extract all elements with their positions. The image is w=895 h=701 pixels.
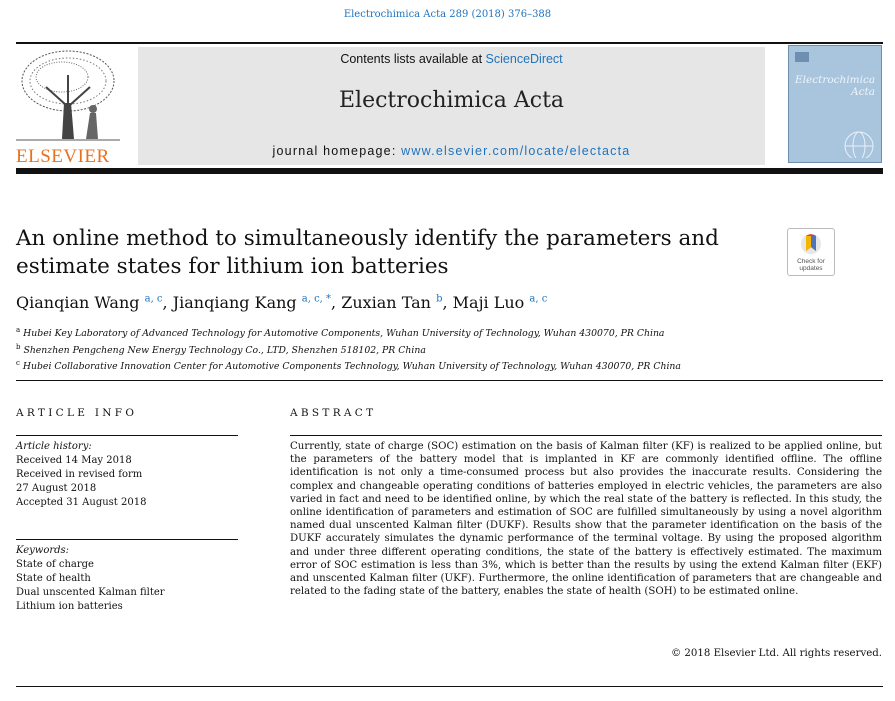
journal-citation[interactable]: Electrochimica Acta 289 (2018) 376–388 — [343, 9, 552, 20]
author[interactable]: Qianqian Wang $^{a, c}$ — [16, 293, 163, 312]
abstract-text: Currently, state of charge (SOC) estimation on the basis of Kalman filter (KF) is realized to be applied online, but the parameters of the battery model that is implanted in KF are commonly identified offline. The offline identification is not only a time-consumed process but also provides the inaccurate results. Considering the complex and changeable operating conditions of batteries employed in electric vehicles, the parameters are also varied in fact and need to be identified online, by which the real state of the battery is reflected. In this study, the online identification of parameters and estimation of SOC are fulfilled simultaneously by using a novel algorithm named dual unscented Kalman filter (DUKF). Results show that the parameter identification on the basis of the DUKF accurately simulates the dynamic performance of the terminal voltage. By using the proposed algorithm and under three different operating conditions, the state of the battery is effectively estimated. The maximum error of SOC estimation is less than 3%, which is better than the results by using the extend Kalman filter (EKF) and unscented Kalman filter (UKF). Furthermore, the online identification of parameters that are changeable and related to the fading state of the battery, enables the state of health (SOH) to be estimated online. — [290, 441, 882, 598]
bottom-rule — [16, 686, 883, 687]
history-label: Article history: — [16, 441, 92, 452]
article-info-heading: ARTICLE INFO — [16, 407, 138, 419]
check-updates-label: Check for updates — [797, 258, 825, 272]
sciencedirect-link[interactable]: ScienceDirect — [485, 52, 563, 66]
cover-title: Electrochimica Acta — [795, 74, 876, 98]
copyright-notice: © 2018 Elsevier Ltd. All rights reserved. — [670, 648, 882, 659]
cover-logo-icon — [795, 52, 809, 62]
abstract-rule — [290, 435, 882, 436]
banner-bottom-rule — [16, 168, 883, 174]
keyword: State of health — [16, 573, 91, 584]
author[interactable]: Maji Luo $^{a, c}$ — [452, 293, 548, 312]
author-affiliation-mark: a, c, * — [301, 293, 332, 305]
abstract-heading: ABSTRACT — [290, 407, 377, 419]
keyword: Dual unscented Kalman filter — [16, 587, 165, 598]
homepage-prefix: journal homepage: — [272, 144, 402, 158]
article-title: An online method to simultaneously identify the parameters and estimate states for lithium ion batteries — [16, 226, 719, 279]
author-list: Qianqian Wang $^{a, c}$, Jianqiang Kang $^{a, c, *}$, Zuxian Tan $^b$, Maji Luo $^{a, c}$ — [16, 293, 548, 312]
contents-line — [138, 52, 765, 66]
history-entry: Accepted 31 August 2018 — [16, 497, 147, 508]
author-affiliation-mark: a, c — [144, 293, 163, 305]
bookmark-icon — [800, 233, 822, 257]
tree-icon — [16, 47, 120, 145]
publisher-wordmark: ELSEVIER — [16, 146, 110, 167]
journal-homepage-line — [138, 144, 765, 158]
author-affiliation-mark: a, c — [529, 293, 548, 305]
keyword: Lithium ion batteries — [16, 601, 123, 612]
article-history — [16, 440, 238, 510]
keywords-label: Keywords: — [16, 545, 70, 556]
cover-globe-icon — [841, 128, 877, 158]
history-entry: 27 August 2018 — [16, 483, 97, 494]
contents-prefix: Contents lists available at — [340, 52, 486, 66]
section-divider — [16, 380, 883, 381]
keyword: State of charge — [16, 559, 94, 570]
history-entry: Received 14 May 2018 — [16, 455, 132, 466]
article-info-rule — [16, 435, 238, 436]
affiliation-line: $^c$ Hubei Collaborative Innovation Center for Automotive Components Technology, Wuhan University of Technology, Wuhan 430070, PR China — [16, 359, 681, 373]
affiliation-line: $^a$ Hubei Key Laboratory of Advanced Technology for Automotive Components, Wuhan University of Technology, Wuhan 430070, PR China — [16, 326, 665, 340]
author[interactable]: Jianqiang Kang $^{a, c, *}$ — [172, 293, 332, 312]
banner-top-rule — [16, 42, 883, 44]
affiliations — [16, 324, 876, 374]
keywords-rule — [16, 539, 238, 540]
journal-cover-thumbnail[interactable] — [788, 45, 882, 163]
check-for-updates-button[interactable] — [787, 228, 835, 276]
history-entry: Received in revised form — [16, 469, 143, 480]
keywords — [16, 544, 238, 614]
author[interactable]: Zuxian Tan $^b$ — [341, 293, 443, 312]
journal-name: Electrochimica Acta — [338, 88, 565, 113]
affiliation-line: $^b$ Shenzhen Pengcheng New Energy Technology Co., LTD, Shenzhen 518102, PR China — [16, 342, 426, 356]
author-affiliation-mark: b — [436, 293, 443, 305]
homepage-link[interactable]: www.elsevier.com/locate/electacta — [401, 144, 631, 158]
